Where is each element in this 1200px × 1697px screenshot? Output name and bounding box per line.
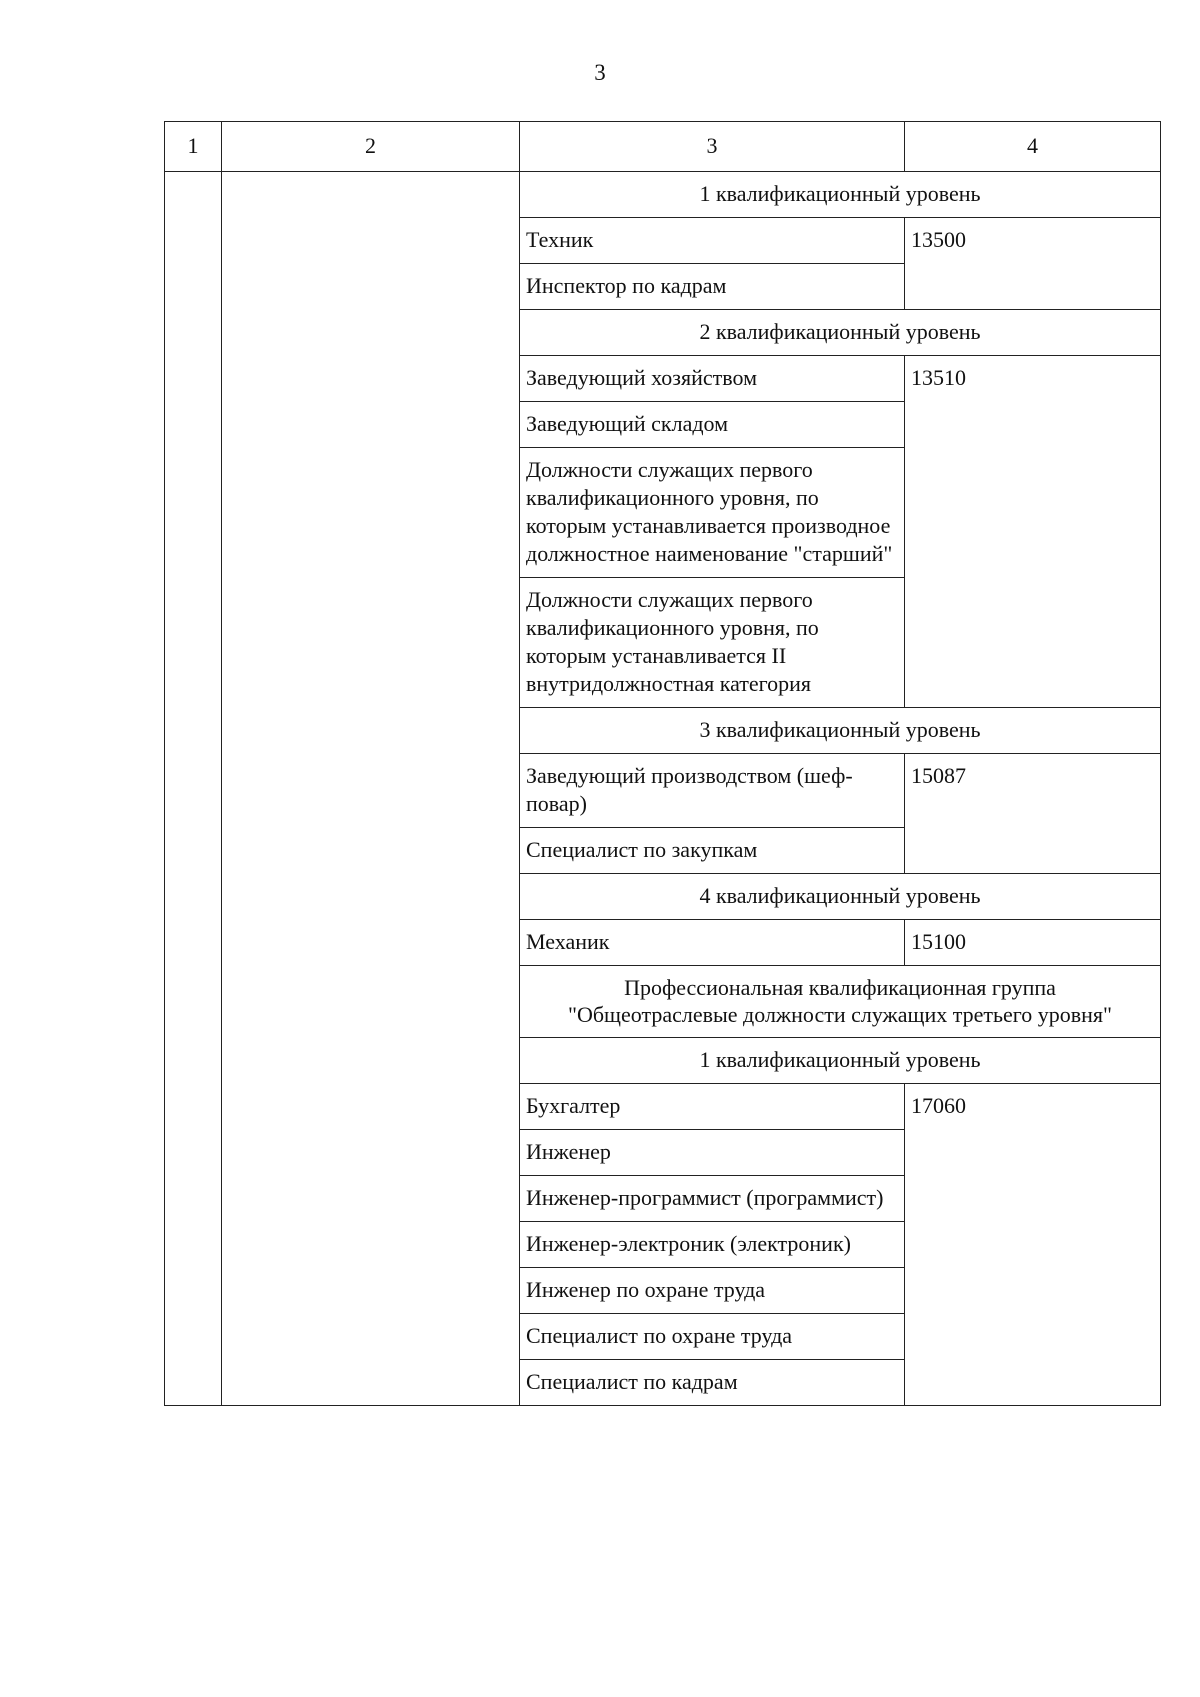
qualification-level: 2 квалификационный уровень — [520, 310, 1161, 356]
position-cell: Инженер по охране труда — [520, 1268, 905, 1314]
position-cell: Специалист по кадрам — [520, 1360, 905, 1406]
position-cell: Бухгалтер — [520, 1084, 905, 1130]
position-cell: Специалист по охране труда — [520, 1314, 905, 1360]
salary-table — [164, 121, 1161, 1406]
col-3-header: 3 — [520, 122, 905, 172]
position-cell: Техник — [520, 218, 905, 264]
col-2-header: 2 — [222, 122, 520, 172]
position-cell: Заведующий складом — [520, 402, 905, 448]
position-cell: Должности служащих первого квалификационного уровня, по которым устанавливается производное должностное наименование "старший" — [520, 448, 905, 578]
position-cell: Заведующий производством (шеф-повар) — [520, 754, 905, 828]
professional-group-heading — [520, 966, 1161, 1038]
qualification-level: 3 квалификационный уровень — [520, 708, 1161, 754]
qualification-level: 4 квалификационный уровень — [520, 874, 1161, 920]
group-title-line-2: "Общеотраслевые должности служащих третьего уровня" — [567, 1002, 1113, 1027]
position-cell: Инженер — [520, 1130, 905, 1176]
position-cell: Механик — [520, 920, 905, 966]
salary-cell: 13500 — [905, 218, 1161, 310]
salary-cell: 15087 — [905, 754, 1161, 874]
table-row — [165, 172, 1161, 218]
salary-cell: 13510 — [905, 356, 1161, 708]
position-cell: Инспектор по кадрам — [520, 264, 905, 310]
position-cell: Специалист по закупкам — [520, 828, 905, 874]
position-cell: Должности служащих первого квалификационного уровня, по которым устанавливается II внутридолжностная категория — [520, 578, 905, 708]
position-cell: Инженер-программист (программист) — [520, 1176, 905, 1222]
qualification-level: 1 квалификационный уровень — [520, 1038, 1161, 1084]
col-2-cell — [222, 172, 520, 1406]
position-cell: Заведующий хозяйством — [520, 356, 905, 402]
col-1-header: 1 — [165, 122, 222, 172]
col-1-cell — [165, 172, 222, 1406]
qualification-level: 1 квалификационный уровень — [520, 172, 1161, 218]
group-title-line-1: Профессиональная квалификационная группа — [624, 975, 1056, 1000]
page-number: 3 — [594, 60, 606, 85]
salary-cell: 17060 — [905, 1084, 1161, 1406]
col-4-header: 4 — [905, 122, 1161, 172]
salary-cell: 15100 — [905, 920, 1161, 966]
header-row — [165, 122, 1161, 172]
position-cell: Инженер-электроник (электроник) — [520, 1222, 905, 1268]
